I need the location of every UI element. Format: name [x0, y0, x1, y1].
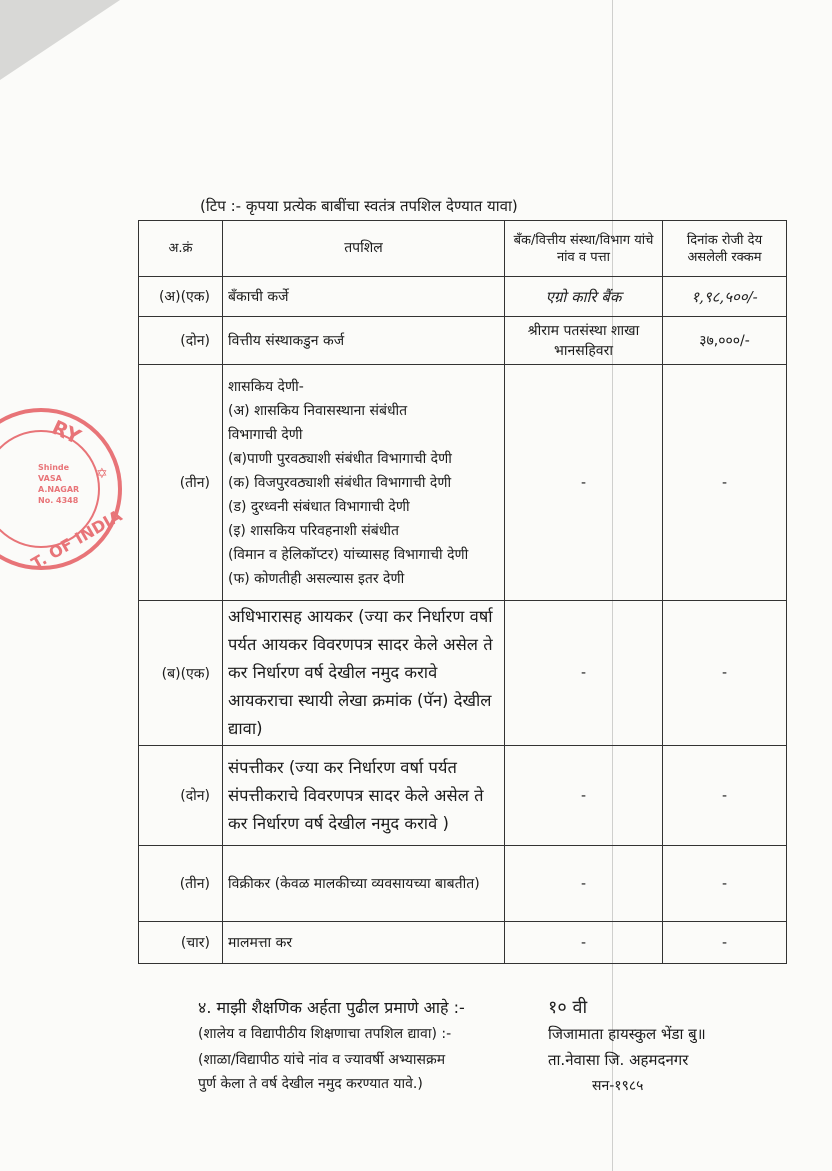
row-bank-handwritten: एग्रो कारि बैंक [505, 277, 663, 317]
table-row [139, 846, 787, 922]
table-row [139, 746, 787, 846]
table-row [139, 277, 787, 317]
table-header-row [139, 221, 787, 277]
row-detail: अधिभारासह आयकर (ज्या कर निर्धारण वर्षा पर्यत आयकर विवरणपत्र सादर केले असेल ते कर निर्धारण वर्ष देखील नमुद करावे आयकराचा स्थायी लेखा क्रमांक (पॅन) देखील द्यावा) [223, 601, 505, 746]
row-bank: - [505, 922, 663, 964]
detail-line: (फ) कोणतीही असल्यास इतर देणी [228, 570, 405, 587]
qualification-heading: ४. माझी शैक्षणिक अर्हता पुढील प्रमाणे आहे :- [198, 998, 465, 1017]
detail-line: (इ) शासकिय परिवहनाशी संबंधीत [228, 522, 399, 539]
school-location: ता.नेवासा जि. अहमदनगर [548, 1051, 689, 1069]
table-row [139, 317, 787, 365]
row-amount-handwritten: १,९८,५००/- [663, 277, 787, 317]
row-serial: (दोन) [139, 317, 223, 365]
stamp-top-text: RY [48, 415, 85, 449]
row-amount: - [663, 746, 787, 846]
header-amount: दिनांक रोजी देय असलेली रक्कम [663, 221, 787, 277]
stamp-line: VASA [38, 474, 62, 483]
school-name: जिजामाता हायस्कुल भेंडा बु॥ [548, 1025, 706, 1043]
qualification-value: १० वी [548, 997, 588, 1018]
row-detail: बँकाची कर्जे [223, 277, 505, 317]
star-icon: ✡ [96, 466, 108, 482]
completion-year: सन-१९८५ [592, 1078, 644, 1094]
row-detail: मालमत्ता कर [223, 922, 505, 964]
table-row [139, 365, 787, 601]
detail-line: विभागाची देणी [228, 426, 303, 443]
qualification-subtext: (शाळा/विद्यापीठ यांचे नांव व ज्यावर्षी अभ्यासक्रम [198, 1052, 446, 1068]
row-amount: - [663, 846, 787, 922]
row-serial: (तीन) [139, 846, 223, 922]
header-serial: अ.क्रं [139, 221, 223, 277]
row-bank: - [505, 365, 663, 601]
official-stamp [0, 408, 126, 574]
row-serial: (दोन) [139, 746, 223, 846]
row-bank: - [505, 846, 663, 922]
row-serial: (ब)(एक) [139, 601, 223, 746]
detail-line: (क) विजपुरवठ्याशी संबंधीत विभागाची देणी [228, 474, 452, 491]
table-row [139, 601, 787, 746]
detail-line: (ब)पाणी पुरवठ्याशी संबंधीत विभागाची देणी [228, 450, 452, 467]
qualification-subtext: (शालेय व विद्यापीठीय शिक्षणाचा तपशिल द्यावा) :- [198, 1026, 452, 1042]
row-bank: श्रीराम पतसंस्था शाखा भानसहिवरा [505, 317, 663, 365]
page-corner [0, 0, 120, 80]
table-row [139, 922, 787, 964]
row-detail [223, 365, 505, 601]
row-detail: वित्तीय संस्थाकडुन कर्ज [223, 317, 505, 365]
stamp-center-text [38, 462, 79, 506]
row-amount: - [663, 365, 787, 601]
header-bank: बँक/वित्तीय संस्था/विभाग यांचे नांव व पत्ता [505, 221, 663, 277]
stamp-line: No. 4348 [38, 496, 79, 505]
row-serial: (तीन) [139, 365, 223, 601]
row-amount: - [663, 601, 787, 746]
liabilities-table [138, 220, 787, 964]
detail-line: (ड) दुरध्वनी संबंधात विभागाची देणी [228, 498, 410, 515]
table-note: (टिप :- कृपया प्रत्येक बाबींचा स्वतंत्र तपशिल देण्यात यावा) [200, 197, 518, 215]
stamp-line: A.NAGAR [38, 485, 80, 494]
row-amount: - [663, 922, 787, 964]
header-detail: तपशिल [223, 221, 505, 277]
stamp-line: Shinde [38, 463, 70, 472]
detail-line: (अ) शासकिय निवासस्थाना संबंधीत [228, 402, 408, 419]
row-serial: (चार) [139, 922, 223, 964]
row-amount: ३७,०००/- [663, 317, 787, 365]
stamp-bottom-text: T. OF INDIA [28, 505, 126, 574]
detail-line: शासकिय देणी- [228, 378, 304, 395]
row-bank: - [505, 746, 663, 846]
row-detail: विक्रीकर (केवळ मालकीच्या व्यवसायच्या बाबतीत) [223, 846, 505, 922]
qualification-subtext: पुर्ण केला ते वर्ष देखील नमुद करण्यात यावे.) [198, 1076, 423, 1092]
row-bank: - [505, 601, 663, 746]
row-serial: (अ)(एक) [139, 277, 223, 317]
row-detail: संपत्तीकर (ज्या कर निर्धारण वर्षा पर्यत संपत्तीकराचे विवरणपत्र सादर केले असेल ते कर निर्धारण वर्ष देखील नमुद करावे ) [223, 746, 505, 846]
detail-line: (विमान व हेलिकॉप्टर) यांच्यासह विभागाची देणी [228, 546, 469, 563]
